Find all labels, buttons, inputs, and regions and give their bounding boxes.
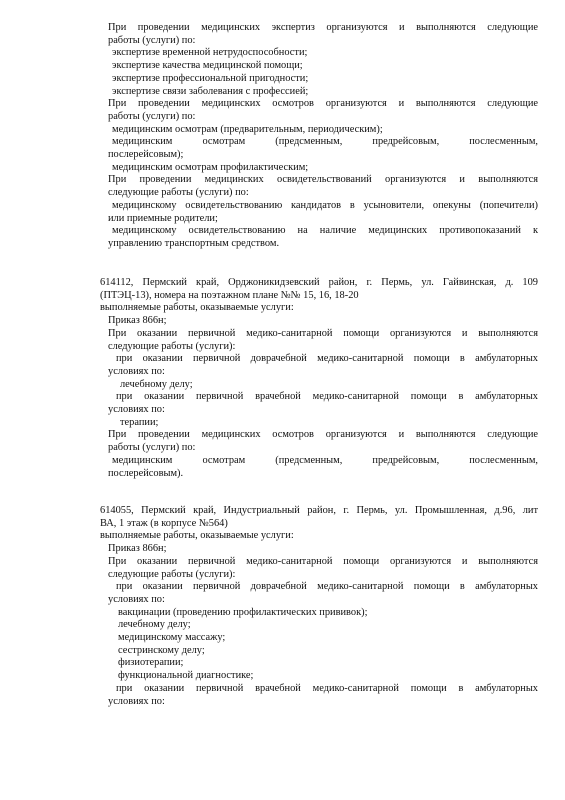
list-item: функциональной диагностике; xyxy=(118,670,254,682)
list-item: медицинскому освидетельствованию на наличие медицинских противопоказаний к xyxy=(112,225,538,237)
list-item: медицинским осмотрам профилактическим; xyxy=(112,161,309,173)
paragraph-line: следующие работы (услуги): xyxy=(108,568,236,580)
paragraph-line: работы (услуги) по: xyxy=(108,442,196,454)
list-item: лечебному делу; xyxy=(118,619,191,631)
list-item: при оказании первичной доврачебной медико-санитарной помощи в амбулаторных xyxy=(116,581,538,593)
list-item: или приемные родители; xyxy=(108,212,218,224)
list-item: физиотерапии; xyxy=(118,657,184,669)
order-reference: Приказ 866н; xyxy=(108,315,167,327)
list-item: терапии; xyxy=(120,416,159,428)
paragraph-line: При проведении медицинских экспертиз организуются и выполняются следующие xyxy=(108,22,538,33)
list-item: условиях по: xyxy=(108,404,165,415)
list-item: при оказании первичной доврачебной медико-санитарной помощи в амбулаторных xyxy=(116,353,538,365)
list-item: экспертизе качества медицинской помощи; xyxy=(112,60,303,72)
list-item: медицинским осмотрам (предварительным, периодическим); xyxy=(112,123,383,135)
address-line: (ПТЭЦ-13), номера на поэтажном плане №№ 15, 16, 18-20 xyxy=(100,289,359,301)
paragraph-line: При проведении медицинских освидетельствований организуются и выполняются xyxy=(108,174,538,186)
paragraph-line: При оказании первичной медико-санитарной помощи организуются и выполняются xyxy=(108,555,538,567)
paragraph-line: При проведении медицинских осмотров организуются и выполняются следующие xyxy=(108,98,538,110)
paragraph-line: следующие работы (услуги): xyxy=(108,340,236,352)
paragraph-line: При проведении медицинских осмотров организуются и выполняются следующие xyxy=(108,429,538,441)
list-item: управлению транспортным средством. xyxy=(108,237,280,249)
list-item: при оказании первичной врачебной медико-санитарной помощи в амбулаторных xyxy=(116,682,538,694)
list-item: при оказании первичной врачебной медико-санитарной помощи в амбулаторных xyxy=(116,391,538,403)
order-reference: Приказ 866н; xyxy=(108,543,167,555)
list-item: медицинским осмотрам (предсменным, предрейсовым, послесменным, xyxy=(112,136,538,148)
list-item: медицинским осмотрам (предсменным, предрейсовым, послесменным, xyxy=(112,454,538,466)
address-line: 614112, Пермский край, Орджоникидзевский район, г. Пермь, ул. Гайвинская, д. 109 xyxy=(100,277,538,288)
paragraph-line: следующие работы (услуги) по: xyxy=(108,187,249,199)
list-item: вакцинации (проведению профилактических прививок); xyxy=(118,606,368,618)
list-item: экспертизе временной нетрудоспособности; xyxy=(112,47,308,59)
list-item: послерейсовым). xyxy=(108,467,184,479)
list-item: сестринскому делу; xyxy=(118,644,205,656)
services-heading: выполняемые работы, оказываемые услуги: xyxy=(100,302,294,314)
list-item: условиях по: xyxy=(108,365,165,377)
list-item: условиях по: xyxy=(108,593,165,605)
list-item: медицинскому массажу; xyxy=(118,632,226,643)
list-item: экспертизе профессиональной пригодности; xyxy=(112,72,309,84)
services-heading: выполняемые работы, оказываемые услуги: xyxy=(100,530,294,542)
paragraph-line: работы (услуги) по: xyxy=(108,110,196,122)
list-item: условиях по: xyxy=(108,695,165,707)
list-item: экспертизе связи заболевания с профессией; xyxy=(112,85,309,97)
paragraph-line: При оказании первичной медико-санитарной помощи организуются и выполняются xyxy=(108,327,538,339)
list-item: лечебному делу; xyxy=(120,378,193,390)
list-item: послерейсовым); xyxy=(108,149,184,160)
address-line: 614055, Пермский край, Индустриальный район, г. Пермь, ул. Промышленная, д.96, лит xyxy=(100,505,538,516)
list-item: медицинскому освидетельствованию кандидатов в усыновители, опекуны (попечители) xyxy=(112,199,538,211)
address-line: ВА, 1 этаж (в корпусе №564) xyxy=(100,517,228,529)
paragraph-line: работы (услуги) по: xyxy=(108,34,196,46)
